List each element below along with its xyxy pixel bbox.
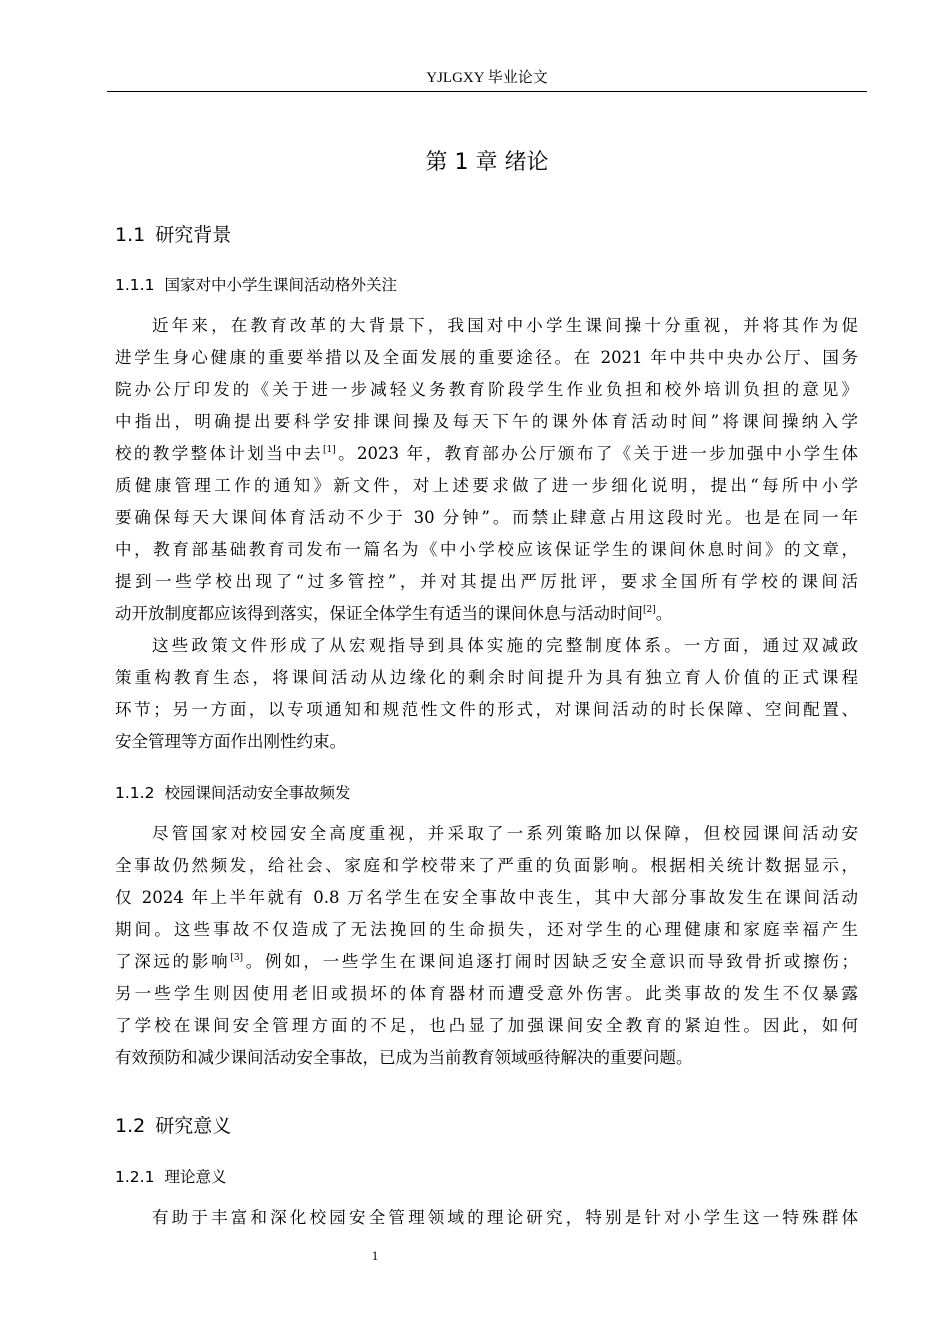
text-line: 期间。这些事故不仅造成了无法挽回的生命损失，还对学生的心理健康和家庭幸福产生: [115, 920, 858, 939]
text-line: [115, 598, 858, 630]
page-number: 1: [371, 1248, 379, 1263]
section-title: 研究背景: [155, 224, 232, 246]
text-segment: 了深远的影响: [115, 952, 231, 971]
text-line: 质健康管理工作的通知》新文件，对上述要求做了进一步细化说明，提出“每所中小学: [115, 476, 858, 495]
text-line: 仅 2024 年上半年就有 0.8 万名学生在安全事故中丧生，其中大部分事故发生在课间活动: [115, 888, 858, 907]
text-line: 了学校在课间安全管理方面的不足，也凸显了加强课间安全教育的紧迫性。因此，如何: [115, 1016, 858, 1035]
section-heading-1-2: [115, 1113, 231, 1139]
text-segment: 。例如，一些学生在课间追逐打闹时因缺乏安全意识而导致骨折或擦伤；: [243, 952, 858, 971]
subsection-number: 1.1.2: [115, 784, 155, 802]
citation-ref: [1]: [322, 445, 336, 455]
text-line: 中指出，明确提出要科学安排课间操及每天下午的课外体育活动时间”将课间操纳入学: [115, 412, 858, 431]
text-line: 另一些学生则因使用老旧或损坏的体育器材而遭受意外伤害。此类事故的发生不仅暴露: [115, 984, 858, 1003]
text-segment: 。2023 年，教育部办公厅颁布了《关于进一步加强中小学生体: [335, 444, 858, 463]
text-line: 院办公厅印发的《关于进一步减轻义务教育阶段学生作业负担和校外培训负担的意见》: [115, 380, 858, 399]
text-line: 要确保每天大课间体育活动不少于 30 分钟”。而禁止肆意占用这段时光。也是在同一年: [115, 508, 858, 527]
text-line: 提到一些学校出现了“过多管控”，并对其提出严厉批评，要求全国所有学校的课间活: [115, 572, 858, 591]
text-segment: 。: [655, 604, 673, 623]
subsection-number: 1.2.1: [115, 1168, 155, 1186]
text-line: 中，教育部基础教育司发布一篇名为《中小学校应该保证学生的课间休息时间》的文章，: [115, 540, 858, 559]
subsection-heading-1-1-1: [115, 274, 397, 296]
text-line: 安全管理等方面作出刚性约束。: [115, 732, 346, 751]
text-line: 有效预防和减少课间活动安全事故，已成为当前教育领域亟待解决的重要问题。: [115, 1048, 693, 1067]
subsection-heading-1-2-1: [115, 1166, 226, 1188]
running-header: YJLGXY 毕业论文: [426, 70, 548, 86]
paragraph-theoretical-significance: [115, 1202, 858, 1234]
citation-ref: [2]: [643, 605, 656, 615]
text-line: 有助于丰富和深化校园安全管理领域的理论研究，特别是针对小学生这一特殊群体: [152, 1208, 858, 1227]
subsection-title: 理论意义: [164, 1168, 227, 1186]
subsection-title: 国家对中小学生课间活动格外关注: [164, 276, 397, 294]
header-divider: [107, 91, 867, 92]
section-number: 1.1: [115, 224, 146, 246]
text-line: [115, 438, 858, 470]
text-line: [115, 946, 858, 978]
text-line: 策重构教育生态，将课间活动从边缘化的剩余时间提升为具有独立育人价值的正式课程: [115, 668, 858, 687]
text-segment: 校的教学整体计划当中去: [115, 444, 323, 463]
text-line: 进学生身心健康的重要举措以及全面发展的重要途径。在 2021 年中共中央办公厅、国务: [115, 348, 858, 367]
text-line: 这些政策文件形成了从宏观指导到具体实施的完整制度体系。一方面，通过双减政: [152, 636, 858, 655]
text-line: 全事故仍然频发，给社会、家庭和学校带来了严重的负面影响。根据相关统计数据显示，: [115, 856, 858, 875]
subsection-heading-1-1-2: [115, 782, 350, 804]
text-segment: 动开放制度都应该得到落实，保证全体学生有适当的课间休息与活动时间: [115, 604, 643, 623]
paragraph-policy-background: [115, 310, 858, 630]
subsection-title: 校园课间活动安全事故频发: [164, 784, 351, 802]
chapter-title: 第 1 章 绪论: [425, 150, 549, 175]
paragraph-safety-incidents: [115, 818, 858, 1074]
text-line: 环节；另一方面，以专项通知和规范性文件的形式，对课间活动的时长保障、空间配置、: [115, 700, 858, 719]
text-line: 尽管国家对校园安全高度重视，并采取了一系列策略加以保障，但校园课间活动安: [152, 824, 858, 843]
subsection-number: 1.1.1: [115, 276, 155, 294]
text-line: 近年来，在教育改革的大背景下，我国对中小学生课间操十分重视，并将其作为促: [152, 316, 858, 335]
paragraph-policy-system: [115, 630, 858, 758]
citation-ref: [3]: [230, 953, 244, 963]
section-number: 1.2: [115, 1115, 146, 1137]
section-heading-1-1: [115, 222, 231, 248]
section-title: 研究意义: [155, 1115, 232, 1137]
